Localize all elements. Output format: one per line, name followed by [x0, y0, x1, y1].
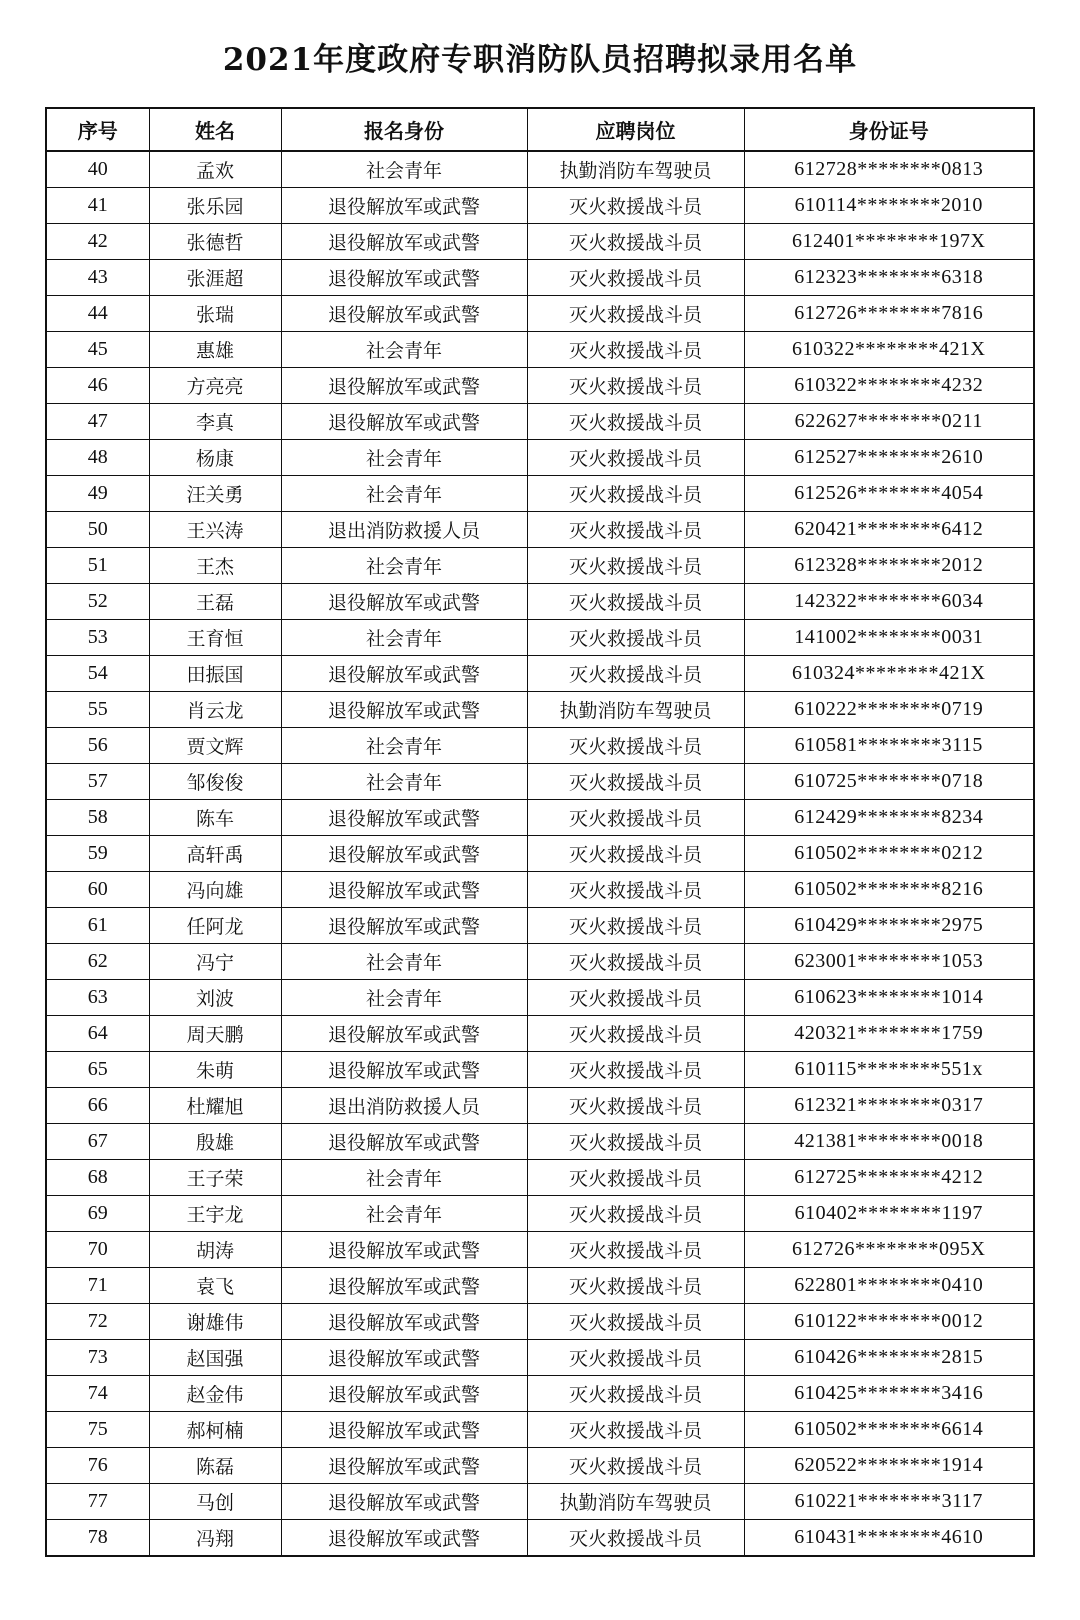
- cell-serial-number: 71: [46, 1268, 149, 1304]
- cell-serial-number: 75: [46, 1412, 149, 1448]
- table-row: [46, 692, 1034, 728]
- cell-applicant-identity: 退役解放军或武警: [281, 296, 527, 332]
- cell-applicant-identity: 退役解放军或武警: [281, 872, 527, 908]
- table-row: [46, 908, 1034, 944]
- cell-applicant-identity: 退役解放军或武警: [281, 1520, 527, 1557]
- cell-position: 灭火救援战斗员: [527, 368, 744, 404]
- cell-name: 赵国强: [149, 1340, 281, 1376]
- cell-name: 冯向雄: [149, 872, 281, 908]
- cell-applicant-identity: 退役解放军或武警: [281, 260, 527, 296]
- cell-id-number: 610114********2010: [744, 188, 1034, 224]
- cell-name: 殷雄: [149, 1124, 281, 1160]
- cell-position: 灭火救援战斗员: [527, 1268, 744, 1304]
- cell-id-number: 610115********551x: [744, 1052, 1034, 1088]
- page-title: 2021年度政府专职消防队员招聘拟录用名单: [222, 42, 858, 78]
- cell-serial-number: 44: [46, 296, 149, 332]
- header-applicant-identity: 报名身份: [281, 108, 527, 151]
- cell-position: 执勤消防车驾驶员: [527, 151, 744, 188]
- cell-applicant-identity: 退出消防救援人员: [281, 512, 527, 548]
- cell-serial-number: 58: [46, 800, 149, 836]
- cell-applicant-identity: 退役解放军或武警: [281, 368, 527, 404]
- cell-position: 灭火救援战斗员: [527, 224, 744, 260]
- table-row: [46, 836, 1034, 872]
- cell-position: 灭火救援战斗员: [527, 980, 744, 1016]
- table-row: [46, 260, 1034, 296]
- cell-id-number: 612726********7816: [744, 296, 1034, 332]
- table-row: [46, 1340, 1034, 1376]
- cell-id-number: 610322********4232: [744, 368, 1034, 404]
- cell-applicant-identity: 退役解放军或武警: [281, 1376, 527, 1412]
- cell-applicant-identity: 退役解放军或武警: [281, 584, 527, 620]
- cell-applicant-identity: 社会青年: [281, 980, 527, 1016]
- cell-position: 灭火救援战斗员: [527, 440, 744, 476]
- cell-position: 灭火救援战斗员: [527, 764, 744, 800]
- cell-position: 灭火救援战斗员: [527, 1232, 744, 1268]
- cell-name: 邹俊俊: [149, 764, 281, 800]
- cell-id-number: 610122********0012: [744, 1304, 1034, 1340]
- cell-id-number: 612725********4212: [744, 1160, 1034, 1196]
- cell-serial-number: 47: [46, 404, 149, 440]
- cell-position: 灭火救援战斗员: [527, 1088, 744, 1124]
- table-row: [46, 332, 1034, 368]
- cell-applicant-identity: 社会青年: [281, 476, 527, 512]
- cell-serial-number: 76: [46, 1448, 149, 1484]
- cell-serial-number: 73: [46, 1340, 149, 1376]
- cell-id-number: 142322********6034: [744, 584, 1034, 620]
- cell-id-number: 620522********1914: [744, 1448, 1034, 1484]
- roster-table: [45, 107, 1035, 1557]
- cell-name: 高轩禹: [149, 836, 281, 872]
- cell-position: 灭火救援战斗员: [527, 548, 744, 584]
- cell-applicant-identity: 退役解放军或武警: [281, 1124, 527, 1160]
- cell-serial-number: 62: [46, 944, 149, 980]
- cell-applicant-identity: 退役解放军或武警: [281, 1052, 527, 1088]
- cell-applicant-identity: 社会青年: [281, 1160, 527, 1196]
- cell-applicant-identity: 退役解放军或武警: [281, 1412, 527, 1448]
- cell-applicant-identity: 退役解放军或武警: [281, 836, 527, 872]
- cell-position: 灭火救援战斗员: [527, 620, 744, 656]
- cell-name: 郝柯楠: [149, 1412, 281, 1448]
- cell-id-number: 612527********2610: [744, 440, 1034, 476]
- cell-position: 灭火救援战斗员: [527, 1448, 744, 1484]
- cell-name: 王育恒: [149, 620, 281, 656]
- table-row: [46, 1124, 1034, 1160]
- cell-position: 灭火救援战斗员: [527, 836, 744, 872]
- table-row: [46, 1376, 1034, 1412]
- cell-serial-number: 61: [46, 908, 149, 944]
- cell-name: 方亮亮: [149, 368, 281, 404]
- cell-applicant-identity: 退役解放军或武警: [281, 1232, 527, 1268]
- table-row: [46, 1160, 1034, 1196]
- table-row: [46, 1088, 1034, 1124]
- table-row: [46, 1520, 1034, 1557]
- cell-id-number: 421381********0018: [744, 1124, 1034, 1160]
- table-row: [46, 872, 1034, 908]
- cell-id-number: 610431********4610: [744, 1520, 1034, 1557]
- cell-position: 灭火救援战斗员: [527, 908, 744, 944]
- cell-serial-number: 42: [46, 224, 149, 260]
- cell-name: 赵金伟: [149, 1376, 281, 1412]
- cell-id-number: 612728********0813: [744, 151, 1034, 188]
- cell-applicant-identity: 退役解放军或武警: [281, 224, 527, 260]
- cell-position: 灭火救援战斗员: [527, 296, 744, 332]
- header-row: [46, 108, 1034, 151]
- cell-serial-number: 66: [46, 1088, 149, 1124]
- table-row: [46, 1052, 1034, 1088]
- cell-id-number: 610623********1014: [744, 980, 1034, 1016]
- cell-serial-number: 65: [46, 1052, 149, 1088]
- cell-serial-number: 72: [46, 1304, 149, 1340]
- cell-name: 李真: [149, 404, 281, 440]
- cell-serial-number: 57: [46, 764, 149, 800]
- table-body: [46, 151, 1034, 1556]
- cell-id-number: 622801********0410: [744, 1268, 1034, 1304]
- table-row: [46, 1484, 1034, 1520]
- cell-id-number: 610322********421X: [744, 332, 1034, 368]
- cell-name: 陈磊: [149, 1448, 281, 1484]
- cell-name: 肖云龙: [149, 692, 281, 728]
- cell-id-number: 610725********0718: [744, 764, 1034, 800]
- cell-serial-number: 63: [46, 980, 149, 1016]
- cell-serial-number: 50: [46, 512, 149, 548]
- cell-position: 灭火救援战斗员: [527, 1376, 744, 1412]
- cell-serial-number: 45: [46, 332, 149, 368]
- cell-name: 孟欢: [149, 151, 281, 188]
- cell-id-number: 610429********2975: [744, 908, 1034, 944]
- cell-id-number: 141002********0031: [744, 620, 1034, 656]
- cell-serial-number: 78: [46, 1520, 149, 1557]
- cell-applicant-identity: 社会青年: [281, 728, 527, 764]
- cell-position: 灭火救援战斗员: [527, 1340, 744, 1376]
- cell-id-number: 610402********1197: [744, 1196, 1034, 1232]
- cell-name: 王杰: [149, 548, 281, 584]
- cell-position: 灭火救援战斗员: [527, 1412, 744, 1448]
- cell-id-number: 622627********0211: [744, 404, 1034, 440]
- cell-serial-number: 48: [46, 440, 149, 476]
- cell-position: 灭火救援战斗员: [527, 1124, 744, 1160]
- cell-serial-number: 52: [46, 584, 149, 620]
- cell-serial-number: 59: [46, 836, 149, 872]
- cell-name: 任阿龙: [149, 908, 281, 944]
- cell-id-number: 612526********4054: [744, 476, 1034, 512]
- table-row: [46, 1412, 1034, 1448]
- cell-applicant-identity: 退役解放军或武警: [281, 1340, 527, 1376]
- cell-id-number: 623001********1053: [744, 944, 1034, 980]
- cell-applicant-identity: 退役解放军或武警: [281, 1484, 527, 1520]
- cell-name: 张瑞: [149, 296, 281, 332]
- header-id-number: 身份证号: [744, 108, 1034, 151]
- cell-serial-number: 67: [46, 1124, 149, 1160]
- cell-name: 张德哲: [149, 224, 281, 260]
- cell-serial-number: 55: [46, 692, 149, 728]
- table-row: [46, 764, 1034, 800]
- cell-name: 杨康: [149, 440, 281, 476]
- table-row: [46, 800, 1034, 836]
- table-row: [46, 620, 1034, 656]
- table-row: [46, 368, 1034, 404]
- table-row: [46, 1016, 1034, 1052]
- cell-id-number: 610502********8216: [744, 872, 1034, 908]
- cell-name: 冯宁: [149, 944, 281, 980]
- table-row: [46, 728, 1034, 764]
- cell-position: 灭火救援战斗员: [527, 1160, 744, 1196]
- cell-serial-number: 64: [46, 1016, 149, 1052]
- cell-id-number: 612401********197X: [744, 224, 1034, 260]
- cell-position: 灭火救援战斗员: [527, 1196, 744, 1232]
- cell-applicant-identity: 社会青年: [281, 764, 527, 800]
- table-row: [46, 944, 1034, 980]
- cell-applicant-identity: 退役解放军或武警: [281, 692, 527, 728]
- table-row: [46, 980, 1034, 1016]
- cell-id-number: 610426********2815: [744, 1340, 1034, 1376]
- cell-id-number: 610581********3115: [744, 728, 1034, 764]
- cell-applicant-identity: 退役解放军或武警: [281, 1304, 527, 1340]
- cell-name: 王磊: [149, 584, 281, 620]
- cell-applicant-identity: 社会青年: [281, 151, 527, 188]
- header-name: 姓名: [149, 108, 281, 151]
- cell-id-number: 612328********2012: [744, 548, 1034, 584]
- cell-applicant-identity: 退役解放军或武警: [281, 1448, 527, 1484]
- cell-name: 冯翔: [149, 1520, 281, 1557]
- cell-applicant-identity: 退役解放军或武警: [281, 1016, 527, 1052]
- cell-name: 杜耀旭: [149, 1088, 281, 1124]
- cell-applicant-identity: 社会青年: [281, 1196, 527, 1232]
- cell-applicant-identity: 社会青年: [281, 620, 527, 656]
- cell-applicant-identity: 退役解放军或武警: [281, 656, 527, 692]
- table-header: [46, 108, 1034, 151]
- cell-name: 张涯超: [149, 260, 281, 296]
- cell-id-number: 610425********3416: [744, 1376, 1034, 1412]
- table-row: [46, 476, 1034, 512]
- cell-id-number: 612726********095X: [744, 1232, 1034, 1268]
- cell-position: 灭火救援战斗员: [527, 584, 744, 620]
- cell-position: 灭火救援战斗员: [527, 872, 744, 908]
- table-row: [46, 296, 1034, 332]
- cell-serial-number: 43: [46, 260, 149, 296]
- cell-applicant-identity: 社会青年: [281, 548, 527, 584]
- cell-position: 灭火救援战斗员: [527, 188, 744, 224]
- table-row: [46, 151, 1034, 188]
- header-serial-number: 序号: [46, 108, 149, 151]
- table-row: [46, 548, 1034, 584]
- cell-serial-number: 68: [46, 1160, 149, 1196]
- cell-applicant-identity: 退役解放军或武警: [281, 1268, 527, 1304]
- cell-serial-number: 70: [46, 1232, 149, 1268]
- cell-serial-number: 53: [46, 620, 149, 656]
- cell-name: 陈车: [149, 800, 281, 836]
- cell-id-number: 610502********0212: [744, 836, 1034, 872]
- cell-position: 灭火救援战斗员: [527, 260, 744, 296]
- cell-id-number: 612429********8234: [744, 800, 1034, 836]
- table-row: [46, 1304, 1034, 1340]
- cell-position: 灭火救援战斗员: [527, 800, 744, 836]
- cell-serial-number: 60: [46, 872, 149, 908]
- cell-applicant-identity: 退役解放军或武警: [281, 188, 527, 224]
- cell-serial-number: 49: [46, 476, 149, 512]
- cell-id-number: 612323********6318: [744, 260, 1034, 296]
- cell-serial-number: 69: [46, 1196, 149, 1232]
- cell-name: 周天鹏: [149, 1016, 281, 1052]
- cell-name: 胡涛: [149, 1232, 281, 1268]
- cell-id-number: 610502********6614: [744, 1412, 1034, 1448]
- cell-name: 田振国: [149, 656, 281, 692]
- cell-serial-number: 41: [46, 188, 149, 224]
- cell-serial-number: 56: [46, 728, 149, 764]
- cell-position: 灭火救援战斗员: [527, 728, 744, 764]
- cell-position: 灭火救援战斗员: [527, 512, 744, 548]
- cell-id-number: 620421********6412: [744, 512, 1034, 548]
- cell-id-number: 612321********0317: [744, 1088, 1034, 1124]
- cell-name: 王子荣: [149, 1160, 281, 1196]
- cell-serial-number: 51: [46, 548, 149, 584]
- table-row: [46, 584, 1034, 620]
- cell-name: 袁飞: [149, 1268, 281, 1304]
- table-row: [46, 1196, 1034, 1232]
- cell-applicant-identity: 社会青年: [281, 332, 527, 368]
- cell-id-number: 610222********0719: [744, 692, 1034, 728]
- cell-applicant-identity: 社会青年: [281, 944, 527, 980]
- table-row: [46, 656, 1034, 692]
- cell-position: 灭火救援战斗员: [527, 944, 744, 980]
- cell-serial-number: 77: [46, 1484, 149, 1520]
- cell-position: 执勤消防车驾驶员: [527, 692, 744, 728]
- cell-name: 张乐园: [149, 188, 281, 224]
- cell-position: 灭火救援战斗员: [527, 1016, 744, 1052]
- cell-applicant-identity: 退役解放军或武警: [281, 908, 527, 944]
- cell-position: 灭火救援战斗员: [527, 332, 744, 368]
- cell-name: 朱萌: [149, 1052, 281, 1088]
- cell-name: 汪关勇: [149, 476, 281, 512]
- cell-applicant-identity: 退役解放军或武警: [281, 800, 527, 836]
- cell-serial-number: 46: [46, 368, 149, 404]
- cell-name: 王宇龙: [149, 1196, 281, 1232]
- cell-name: 惠雄: [149, 332, 281, 368]
- cell-position: 灭火救援战斗员: [527, 476, 744, 512]
- table-row: [46, 1232, 1034, 1268]
- cell-position: 灭火救援战斗员: [527, 1520, 744, 1557]
- cell-id-number: 610324********421X: [744, 656, 1034, 692]
- table-row: [46, 188, 1034, 224]
- cell-position: 执勤消防车驾驶员: [527, 1484, 744, 1520]
- cell-id-number: 420321********1759: [744, 1016, 1034, 1052]
- cell-name: 贾文辉: [149, 728, 281, 764]
- cell-position: 灭火救援战斗员: [527, 656, 744, 692]
- table-row: [46, 224, 1034, 260]
- cell-position: 灭火救援战斗员: [527, 404, 744, 440]
- cell-id-number: 610221********3117: [744, 1484, 1034, 1520]
- table-row: [46, 512, 1034, 548]
- header-position: 应聘岗位: [527, 108, 744, 151]
- table-row: [46, 1448, 1034, 1484]
- table-row: [46, 404, 1034, 440]
- cell-position: 灭火救援战斗员: [527, 1052, 744, 1088]
- cell-name: 刘波: [149, 980, 281, 1016]
- cell-serial-number: 40: [46, 151, 149, 188]
- cell-serial-number: 54: [46, 656, 149, 692]
- table-row: [46, 440, 1034, 476]
- cell-applicant-identity: 退出消防救援人员: [281, 1088, 527, 1124]
- table-row: [46, 1268, 1034, 1304]
- cell-serial-number: 74: [46, 1376, 149, 1412]
- cell-name: 马创: [149, 1484, 281, 1520]
- cell-applicant-identity: 社会青年: [281, 440, 527, 476]
- cell-applicant-identity: 退役解放军或武警: [281, 404, 527, 440]
- cell-name: 谢雄伟: [149, 1304, 281, 1340]
- cell-position: 灭火救援战斗员: [527, 1304, 744, 1340]
- cell-name: 王兴涛: [149, 512, 281, 548]
